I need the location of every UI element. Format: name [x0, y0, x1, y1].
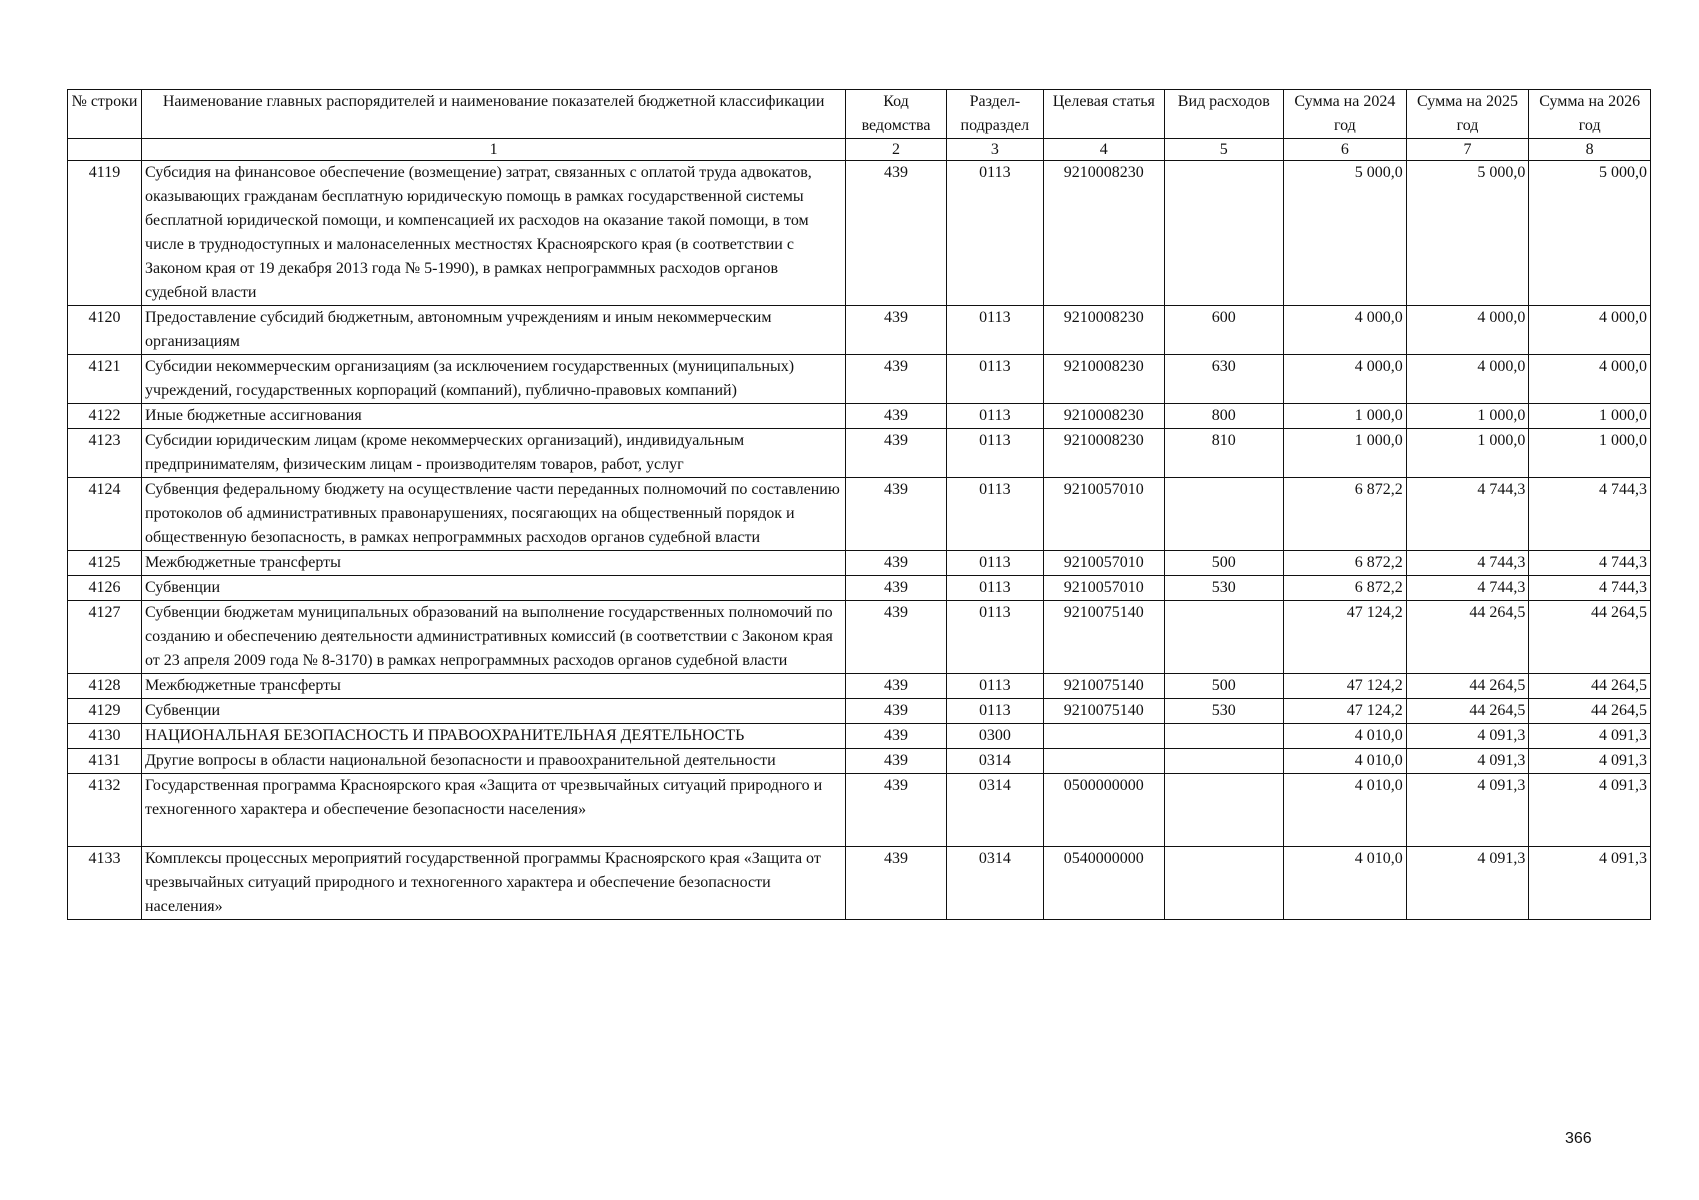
- row-department-code: 439: [846, 724, 946, 749]
- row-expense-type: 530: [1164, 699, 1283, 724]
- row-number: 4133: [68, 847, 142, 920]
- row-sum-2024: 1 000,0: [1284, 404, 1407, 429]
- table-row: [68, 749, 1651, 774]
- header-expense-type: Вид расходов: [1164, 90, 1283, 139]
- table-row: [68, 699, 1651, 724]
- row-sum-2025: 4 091,3: [1406, 774, 1529, 847]
- row-name: Субсидия на финансовое обеспечение (возмещение) затрат, связанных с оплатой труда адвокатов, оказывающих гражданам бесплатную юридическую помощь в рамках государственной системы бесплатной юридической помощи, и компенсацией их расходов на оказание такой помощи, в том числе в труднодоступных и малонаселенных местностях Красноярского края (в соответствии с Законом края от 19 декабря 2013 года № 5-1990), в рамках непрограммных расходов органов судебной власти: [142, 161, 846, 306]
- header-section: Раздел-подраздел: [946, 90, 1043, 139]
- row-sum-2024: 4 000,0: [1284, 306, 1407, 355]
- row-department-code: 439: [846, 551, 946, 576]
- row-number: 4120: [68, 306, 142, 355]
- table-row: [68, 404, 1651, 429]
- row-sum-2026: 4 000,0: [1529, 306, 1651, 355]
- row-sum-2025: 44 264,5: [1406, 601, 1529, 674]
- row-sum-2026: 4 091,3: [1529, 847, 1651, 920]
- row-sum-2024: 4 010,0: [1284, 724, 1407, 749]
- row-name: Другие вопросы в области национальной безопасности и правоохранительной деятельности: [142, 749, 846, 774]
- row-number: 4124: [68, 478, 142, 551]
- row-name: Государственная программа Красноярского края «Защита от чрезвычайных ситуаций природного и техногенного характера и обеспечение безопасности населения»: [142, 774, 846, 847]
- row-expense-type: 500: [1164, 674, 1283, 699]
- header-department-code: Код ведомства: [846, 90, 946, 139]
- row-target-article: 9210057010: [1044, 576, 1165, 601]
- row-department-code: 439: [846, 161, 946, 306]
- row-sum-2026: 44 264,5: [1529, 601, 1651, 674]
- page-number: 366: [1565, 1130, 1592, 1147]
- budget-table: [67, 89, 1651, 920]
- row-section: 0113: [946, 306, 1043, 355]
- row-expense-type: [1164, 724, 1283, 749]
- row-sum-2024: 4 010,0: [1284, 774, 1407, 847]
- row-expense-type: [1164, 601, 1283, 674]
- row-sum-2026: 44 264,5: [1529, 674, 1651, 699]
- row-target-article: 9210008230: [1044, 306, 1165, 355]
- budget-sheet: [67, 89, 1651, 920]
- table-row: [68, 551, 1651, 576]
- row-number: 4125: [68, 551, 142, 576]
- header-number-blank: [68, 139, 142, 161]
- row-name: Субвенции: [142, 576, 846, 601]
- row-target-article: 0500000000: [1044, 774, 1165, 847]
- header-number-2: 2: [846, 139, 946, 161]
- row-section: 0314: [946, 749, 1043, 774]
- row-expense-type: 600: [1164, 306, 1283, 355]
- row-target-article: 9210008230: [1044, 429, 1165, 478]
- row-section: 0113: [946, 576, 1043, 601]
- row-department-code: 439: [846, 699, 946, 724]
- row-expense-type: [1164, 774, 1283, 847]
- row-number: 4132: [68, 774, 142, 847]
- row-sum-2026: 4 091,3: [1529, 774, 1651, 847]
- row-sum-2026: 4 744,3: [1529, 551, 1651, 576]
- row-expense-type: 630: [1164, 355, 1283, 404]
- row-number: 4131: [68, 749, 142, 774]
- row-sum-2025: 44 264,5: [1406, 674, 1529, 699]
- row-expense-type: 500: [1164, 551, 1283, 576]
- header-number-3: 3: [946, 139, 1043, 161]
- header-number-6: 6: [1284, 139, 1407, 161]
- header-numbers-row: [68, 139, 1651, 161]
- header-number-5: 5: [1164, 139, 1283, 161]
- header-sum-2026: Сумма на 2026 год: [1529, 90, 1651, 139]
- row-section: 0314: [946, 847, 1043, 920]
- row-sum-2026: 4 091,3: [1529, 724, 1651, 749]
- row-sum-2025: 4 091,3: [1406, 847, 1529, 920]
- header-number-4: 4: [1044, 139, 1165, 161]
- row-name: Субвенции бюджетам муниципальных образований на выполнение государственных полномочий по созданию и обеспечению деятельности административных комиссий (в соответствии с Законом края от 23 апреля 2009 года № 8-3170) в рамках непрограммных расходов органов судебной власти: [142, 601, 846, 674]
- row-target-article: 9210057010: [1044, 551, 1165, 576]
- row-name: НАЦИОНАЛЬНАЯ БЕЗОПАСНОСТЬ И ПРАВООХРАНИТЕЛЬНАЯ ДЕЯТЕЛЬНОСТЬ: [142, 724, 846, 749]
- row-sum-2026: 4 091,3: [1529, 749, 1651, 774]
- row-expense-type: [1164, 478, 1283, 551]
- row-section: 0113: [946, 699, 1043, 724]
- row-sum-2025: 5 000,0: [1406, 161, 1529, 306]
- row-department-code: 439: [846, 355, 946, 404]
- row-name: Субсидии некоммерческим организациям (за исключением государственных (муниципальных) учреждений, государственных корпораций (компаний), публично-правовых компаний): [142, 355, 846, 404]
- row-sum-2024: 5 000,0: [1284, 161, 1407, 306]
- row-number: 4126: [68, 576, 142, 601]
- row-expense-type: [1164, 847, 1283, 920]
- row-name: Межбюджетные трансферты: [142, 674, 846, 699]
- table-row: [68, 355, 1651, 404]
- row-expense-type: 800: [1164, 404, 1283, 429]
- table-row: [68, 429, 1651, 478]
- row-section: 0113: [946, 601, 1043, 674]
- row-name: Иные бюджетные ассигнования: [142, 404, 846, 429]
- row-department-code: 439: [846, 429, 946, 478]
- row-number: 4127: [68, 601, 142, 674]
- row-sum-2025: 4 744,3: [1406, 576, 1529, 601]
- row-target-article: [1044, 749, 1165, 774]
- header-sum-2024: Сумма на 2024 год: [1284, 90, 1407, 139]
- header-name: Наименование главных распорядителей и наименование показателей бюджетной классификации: [142, 90, 846, 139]
- row-sum-2026: 1 000,0: [1529, 404, 1651, 429]
- row-department-code: 439: [846, 404, 946, 429]
- row-sum-2024: 4 000,0: [1284, 355, 1407, 404]
- row-sum-2026: 44 264,5: [1529, 699, 1651, 724]
- row-expense-type: 530: [1164, 576, 1283, 601]
- row-section: 0113: [946, 355, 1043, 404]
- header-target-article: Целевая статья: [1044, 90, 1165, 139]
- row-sum-2024: 47 124,2: [1284, 699, 1407, 724]
- row-section: 0113: [946, 478, 1043, 551]
- row-name: Субвенция федеральному бюджету на осуществление части переданных полномочий по составлению протоколов об административных правонарушениях, посягающих на общественный порядок и общественную безопасность, в рамках непрограммных расходов органов судебной власти: [142, 478, 846, 551]
- row-section: 0113: [946, 404, 1043, 429]
- row-sum-2026: 4 744,3: [1529, 576, 1651, 601]
- row-name: Предоставление субсидий бюджетным, автономным учреждениям и иным некоммерческим организациям: [142, 306, 846, 355]
- row-sum-2025: 44 264,5: [1406, 699, 1529, 724]
- header-row: [68, 90, 1651, 139]
- row-sum-2024: 47 124,2: [1284, 674, 1407, 699]
- row-target-article: 9210075140: [1044, 601, 1165, 674]
- row-sum-2025: 4 000,0: [1406, 306, 1529, 355]
- row-name: Комплексы процессных мероприятий государственной программы Красноярского края «Защита от чрезвычайных ситуаций природного и техногенного характера и обеспечение безопасности населения»: [142, 847, 846, 920]
- table-row: [68, 306, 1651, 355]
- table-row: [68, 601, 1651, 674]
- row-sum-2024: 1 000,0: [1284, 429, 1407, 478]
- row-sum-2025: 1 000,0: [1406, 429, 1529, 478]
- row-sum-2024: 4 010,0: [1284, 847, 1407, 920]
- table-row: [68, 674, 1651, 699]
- row-number: 4128: [68, 674, 142, 699]
- row-department-code: 439: [846, 478, 946, 551]
- row-department-code: 439: [846, 749, 946, 774]
- row-department-code: 439: [846, 674, 946, 699]
- row-sum-2024: 6 872,2: [1284, 576, 1407, 601]
- row-sum-2026: 4 000,0: [1529, 355, 1651, 404]
- row-target-article: 9210008230: [1044, 404, 1165, 429]
- row-sum-2025: 4 091,3: [1406, 724, 1529, 749]
- row-section: 0300: [946, 724, 1043, 749]
- row-expense-type: 810: [1164, 429, 1283, 478]
- row-number: 4122: [68, 404, 142, 429]
- row-department-code: 439: [846, 601, 946, 674]
- row-target-article: [1044, 724, 1165, 749]
- row-section: 0113: [946, 161, 1043, 306]
- row-number: 4130: [68, 724, 142, 749]
- row-section: 0113: [946, 674, 1043, 699]
- row-expense-type: [1164, 161, 1283, 306]
- table-header: [68, 90, 1651, 161]
- row-expense-type: [1164, 749, 1283, 774]
- row-target-article: 9210075140: [1044, 674, 1165, 699]
- table-body: [68, 161, 1651, 920]
- row-number: 4123: [68, 429, 142, 478]
- row-target-article: 9210008230: [1044, 355, 1165, 404]
- row-section: 0113: [946, 551, 1043, 576]
- row-sum-2024: 6 872,2: [1284, 478, 1407, 551]
- row-sum-2024: 4 010,0: [1284, 749, 1407, 774]
- row-number: 4119: [68, 161, 142, 306]
- row-name: Субсидии юридическим лицам (кроме некоммерческих организаций), индивидуальным предпринимателям, физическим лицам - производителям товаров, работ, услуг: [142, 429, 846, 478]
- table-row: [68, 774, 1651, 847]
- row-target-article: 9210075140: [1044, 699, 1165, 724]
- header-number-7: 7: [1406, 139, 1529, 161]
- table-row: [68, 724, 1651, 749]
- row-department-code: 439: [846, 847, 946, 920]
- row-sum-2024: 6 872,2: [1284, 551, 1407, 576]
- header-sum-2025: Сумма на 2025 год: [1406, 90, 1529, 139]
- row-number: 4129: [68, 699, 142, 724]
- row-sum-2026: 5 000,0: [1529, 161, 1651, 306]
- row-sum-2026: 1 000,0: [1529, 429, 1651, 478]
- row-sum-2025: 4 000,0: [1406, 355, 1529, 404]
- row-sum-2025: 4 091,3: [1406, 749, 1529, 774]
- row-target-article: 0540000000: [1044, 847, 1165, 920]
- row-department-code: 439: [846, 774, 946, 847]
- row-section: 0314: [946, 774, 1043, 847]
- table-row: [68, 161, 1651, 306]
- row-number: 4121: [68, 355, 142, 404]
- header-row-number: № строки: [68, 90, 142, 139]
- row-sum-2025: 4 744,3: [1406, 478, 1529, 551]
- row-name: Субвенции: [142, 699, 846, 724]
- row-target-article: 9210008230: [1044, 161, 1165, 306]
- row-section: 0113: [946, 429, 1043, 478]
- row-name: Межбюджетные трансферты: [142, 551, 846, 576]
- row-sum-2024: 47 124,2: [1284, 601, 1407, 674]
- row-department-code: 439: [846, 576, 946, 601]
- table-row: [68, 478, 1651, 551]
- row-target-article: 9210057010: [1044, 478, 1165, 551]
- row-sum-2025: 4 744,3: [1406, 551, 1529, 576]
- table-row: [68, 576, 1651, 601]
- row-sum-2026: 4 744,3: [1529, 478, 1651, 551]
- header-number-8: 8: [1529, 139, 1651, 161]
- row-sum-2025: 1 000,0: [1406, 404, 1529, 429]
- header-number-1: 1: [142, 139, 846, 161]
- table-row: [68, 847, 1651, 920]
- row-department-code: 439: [846, 306, 946, 355]
